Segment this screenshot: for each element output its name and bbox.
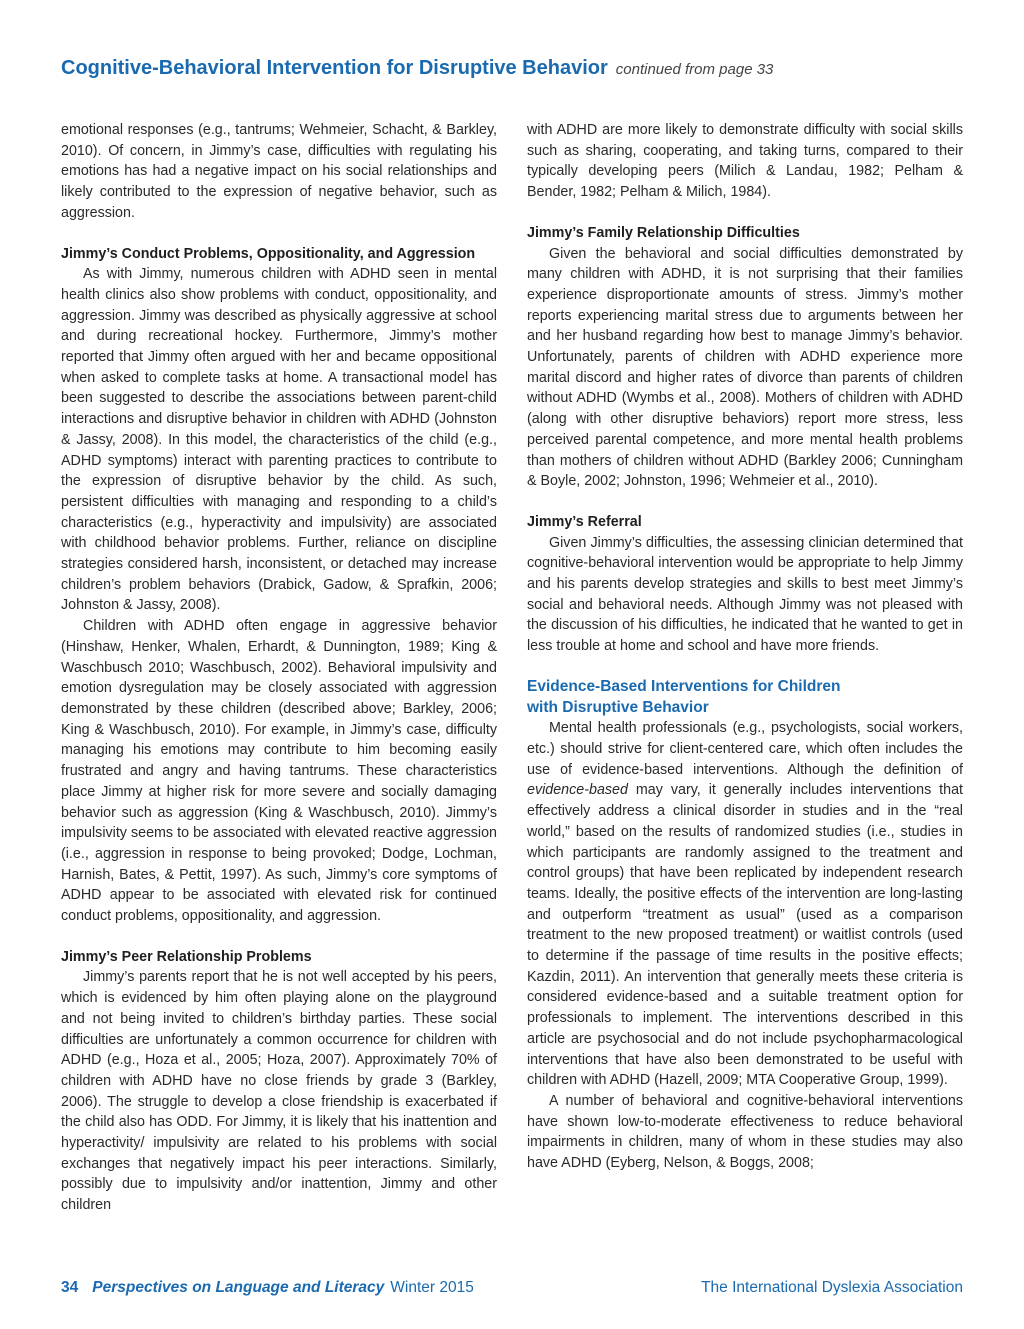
right-column: [527, 120, 963, 1174]
paragraph: [527, 718, 963, 1091]
running-header: [61, 57, 961, 80]
paragraph-text: may vary, it generally includes interventions that effectively address a clinical disorder in studies and in the “real world,” based on the results of randomized studies (i.e., studies in which participants are randomly assigned to the treatment and control groups) that have been replicated by independent research teams. Ideally, the positive effects of the intervention are long-lasting and outperform “treatment as usual” (used as a comparison treatment to the new proposed treatment) or waitlist controls (used to determine if the passage of time results in the positive effects; Kazdin, 2011). An intervention that generally meets these criteria is considered evidence-based and a suitable treatment option for professionals to implement. The interventions described in this article are psychosocial and do not include psychopharmacological interventions that have also been demonstrated to be useful with children with ADHD (Hazell, 2009; MTA Cooperative Group, 1999).: [527, 782, 963, 1089]
paragraph: As with Jimmy, numerous children with ADHD seen in mental health clinics also show problems with conduct, oppositionality, and aggression. Jimmy was described as physically aggressive at school and during recreational hockey. Furthermore, Jimmy’s mother reported that Jimmy often argued with her and became oppositional when asked to complete tasks at home. A transactional model has been suggested to describe the associations between parent-child interactions and disruptive behavior in children with ADHD (Johnston & Jassy, 2008). In this model, the characteristics of the child (e.g., ADHD symptoms) interact with parenting practices to contribute to the expression of disruptive behavior by the child. As such, persistent difficulties with managing and responding to a child’s characteristics (e.g., hyperactivity and impulsivity) are associated with childhood behavior problems. Further, reliance on discipline strategies considered harsh, inconsistent, or detached may increase children’s problem behaviors (Drabick, Gadow, & Sprafkin, 2006; Johnston & Jassy, 2008).: [61, 266, 497, 614]
paragraph: Jimmy’s parents report that he is not well accepted by his peers, which is evidenced by him often playing alone on the playground and not being invited to children’s birthday parties. These social difficulties are unfortunately a common occurrence for children with ADHD (e.g., Hoza et al., 2005; Hoza, 2007). Approximately 70% of children with ADHD have no close friends by grade 3 (Barkley, 2006). The struggle to develop a close friendship is exacerbated if the child also has ODD. For Jimmy, it is likely that his inattention and hyperactivity/ impulsivity are related to his problems with social exchanges that negatively impact his peer interactions. Similarly, possibly due to impulsivity and/or inattention, Jimmy and other children: [61, 969, 497, 1214]
major-heading-line2: with Disruptive Behavior: [527, 698, 709, 716]
major-heading-evidence: [527, 677, 963, 718]
paragraph: Children with ADHD often engage in aggressive behavior (Hinshaw, Henker, Whalen, Erhardt, & Dunnington, 1989; King & Waschbusch 2010; Waschbusch, 2002). Behavioral impulsivity and emotion dysregulation may be closely associated with aggression demonstrated by these children (described above; Barkley, 2006; King & Waschbusch, 2010). For example, in Jimmy’s case, difficulty managing his emotions may contribute to him becoming easily frustrated and angry and having tantrums. These characteristics place Jimmy at higher risk for more severe and socially damaging behavior such as aggression (King & Waschbusch, 2010). Jimmy’s impulsivity seems to be associated with elevated reactive aggression (i.e., aggression in response to being provoked; Dodge, Lochman, Harnish, Bates, & Pettit, 1997). As such, Jimmy’s core symptoms of ADHD appear to be associated with elevated risk for continued conduct problems, oppositionality, and aggression.: [61, 618, 497, 925]
paragraph: A number of behavioral and cognitive-behavioral interventions have shown low-to-moderate effectiveness to reduce behavioral impairments in children, many of whom in these studies may also have ADHD (Eyberg, Nelson, & Boggs, 2008;: [527, 1092, 963, 1172]
organization-name: The International Dyslexia Association: [701, 1279, 963, 1296]
left-column: [61, 120, 497, 1216]
section-heading-family: Jimmy’s Family Relationship Difficulties: [527, 224, 800, 241]
paragraph: with ADHD are more likely to demonstrate difficulty with social skills such as sharing, cooperating, and taking turns, compared to their typically developing peers (Milich & Landau, 1982; Pelham & Bender, 1982; Pelham & Milich, 1984).: [527, 122, 963, 201]
paragraph: Given Jimmy’s difficulties, the assessing clinician determined that cognitive-behavioral intervention would be appropriate to help Jimmy and his parents develop strategies and skills to best meet Jimmy’s social and behavioral needs. Although Jimmy was not pleased with the discussion of his difficulties, he indicated that he wanted to get in less trouble at home and school and have more friends.: [527, 534, 963, 655]
section-heading-peer: Jimmy’s Peer Relationship Problems: [61, 948, 312, 965]
paragraph: Given the behavioral and social difficulties demonstrated by many children with ADHD, it is not surprising that their families experience disproportionate amounts of stress. Jimmy’s mother reports experiencing marital stress due to arguments between her and her husband regarding how best to manage Jimmy’s behavior. Unfortunately, parents of children with ADHD experience more marital discord and higher rates of divorce than parents of children without ADHD (Wymbs et al., 2008). Mothers of children with ADHD (along with other disruptive behaviors) report more stress, less perceived parental competence, and more mental health problems than mothers of children without ADHD (Barkley 2006; Cunningham & Boyle, 2002; Johnston, 1996; Wehmeier et al., 2010).: [527, 245, 963, 490]
continued-note: continued from page 33: [615, 61, 774, 78]
journal-name: Perspectives on Language and Literacy: [92, 1279, 385, 1296]
article-title: Cognitive-Behavioral Intervention for Disruptive Behavior: [61, 57, 608, 79]
paragraph-text: Mental health professionals (e.g., psychologists, social workers, etc.) should strive for client-centered care, which often includes the use of evidence-based interventions. Although the definition of: [527, 720, 963, 778]
section-heading-referral: Jimmy’s Referral: [527, 513, 642, 530]
running-footer: [61, 1279, 963, 1303]
section-heading-conduct: Jimmy’s Conduct Problems, Oppositionality, and Aggression: [61, 245, 476, 262]
issue-season: Winter 2015: [390, 1279, 474, 1296]
page-number: 34: [61, 1279, 79, 1296]
paragraph: emotional responses (e.g., tantrums; Wehmeier, Schacht, & Barkley, 2010). Of concern, in Jimmy’s case, difficulties with regulating his emotions has had a negative impact on his social relationships and likely contributed to the expression of negative behavior, such as aggression.: [61, 122, 497, 221]
emphasis-term: evidence-based: [527, 782, 628, 799]
major-heading-line1: Evidence-Based Interventions for Children: [527, 677, 841, 695]
